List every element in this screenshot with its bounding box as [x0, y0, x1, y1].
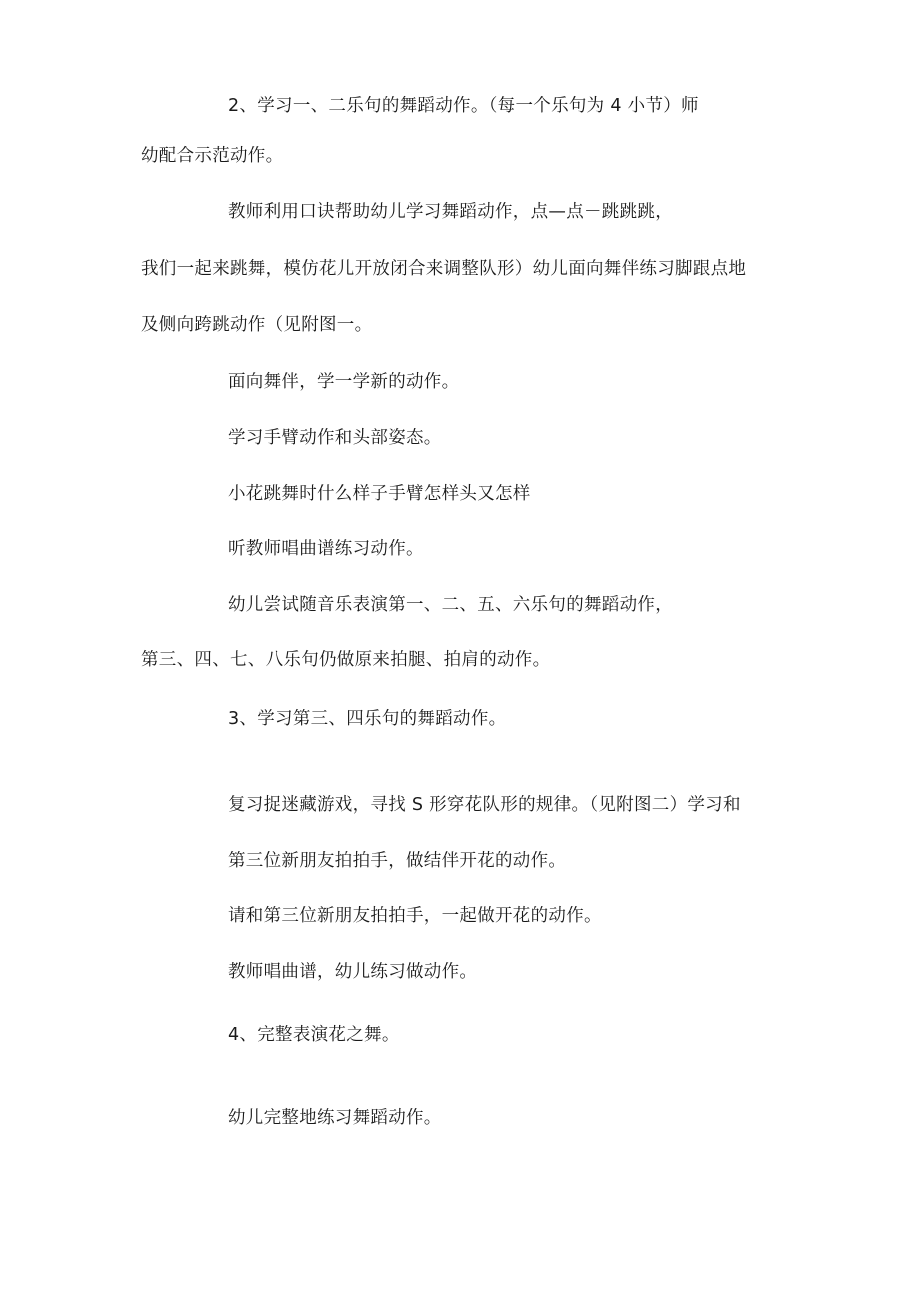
paragraph-line: 幼儿完整地练习舞蹈动作。 [228, 1108, 442, 1128]
paragraph-line: 及侧向跨跳动作（见附图一。 [141, 315, 373, 335]
paragraph-line: 第三、四、七、八乐句仍做原来拍腿、拍肩的动作。 [141, 650, 551, 670]
paragraph-line: 幼儿尝试随音乐表演第一、二、五、六乐句的舞蹈动作， [228, 595, 673, 615]
paragraph-line: 小花跳舞时什么样子手臂怎样头又怎样 [228, 484, 531, 504]
step-2-heading-continued: 幼配合示范动作。 [141, 146, 284, 166]
step-2-heading: 2、学习一、二乐句的舞蹈动作。（每一个乐句为 4 小节）师 [228, 96, 699, 116]
paragraph-line: 复习捉迷藏游戏，寻找 S 形穿花队形的规律。（见附图二）学习和 [228, 795, 741, 815]
paragraph-line: 教师利用口诀帮助幼儿学习舞蹈动作，点—点－跳跳跳， [228, 202, 673, 222]
paragraph-line: 教师唱曲谱，幼儿练习做动作。 [228, 962, 478, 982]
paragraph-line: 请和第三位新朋友拍拍手，一起做开花的动作。 [228, 906, 602, 926]
step-3-heading: 3、学习第三、四乐句的舞蹈动作。 [228, 709, 507, 729]
step-4-heading: 4、完整表演花之舞。 [228, 1025, 400, 1045]
paragraph-line: 学习手臂动作和头部姿态。 [228, 428, 442, 448]
paragraph-line: 面向舞伴，学一学新的动作。 [228, 372, 460, 392]
paragraph-line: 我们一起来跳舞，模仿花儿开放闭合来调整队形）幼儿面向舞伴练习脚跟点地 [141, 259, 747, 279]
paragraph-line: 听教师唱曲谱练习动作。 [228, 539, 424, 559]
paragraph-line: 第三位新朋友拍拍手，做结伴开花的动作。 [228, 851, 567, 871]
